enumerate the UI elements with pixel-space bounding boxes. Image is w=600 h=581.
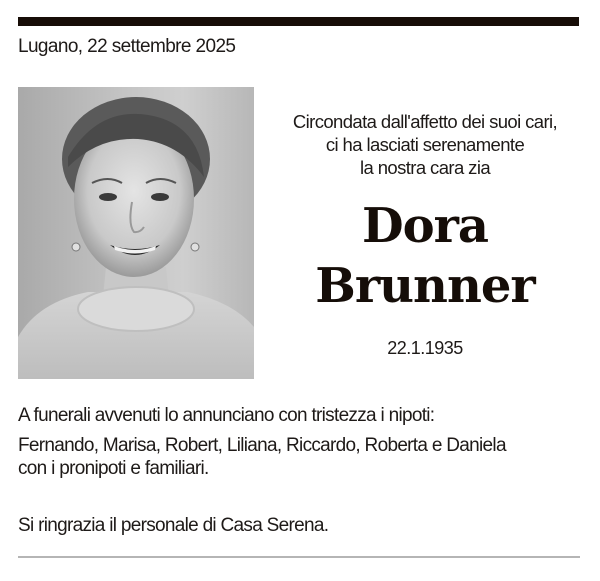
birth-date: 22.1.1935 xyxy=(387,338,463,358)
relatives-line: con i pronipoti e familiari. xyxy=(18,458,209,479)
announcement-text: A funerali avvenuti lo annunciano con tristezza i nipoti: xyxy=(18,405,435,426)
bottom-divider xyxy=(18,556,580,558)
dateline: Lugano, 22 settembre 2025 xyxy=(18,36,236,57)
relatives-list xyxy=(18,434,506,480)
portrait-image-icon xyxy=(18,87,254,379)
deceased-last-name: Brunner xyxy=(315,258,535,314)
intro-line: ci ha lasciati serenamente xyxy=(325,134,525,155)
deceased-first-name: Dora xyxy=(361,198,489,254)
top-border-bar xyxy=(18,17,579,26)
intro-line: la nostra cara zia xyxy=(359,157,491,178)
thanks-text: Si ringrazia il personale di Casa Serena. xyxy=(18,515,329,536)
relatives-line: Fernando, Marisa, Robert, Liliana, Riccardo, Roberta e Daniela xyxy=(18,435,506,456)
intro-line: Circondata dall'affetto dei suoi cari, xyxy=(292,111,558,132)
intro-text xyxy=(270,110,580,179)
portrait-photo xyxy=(18,87,254,379)
